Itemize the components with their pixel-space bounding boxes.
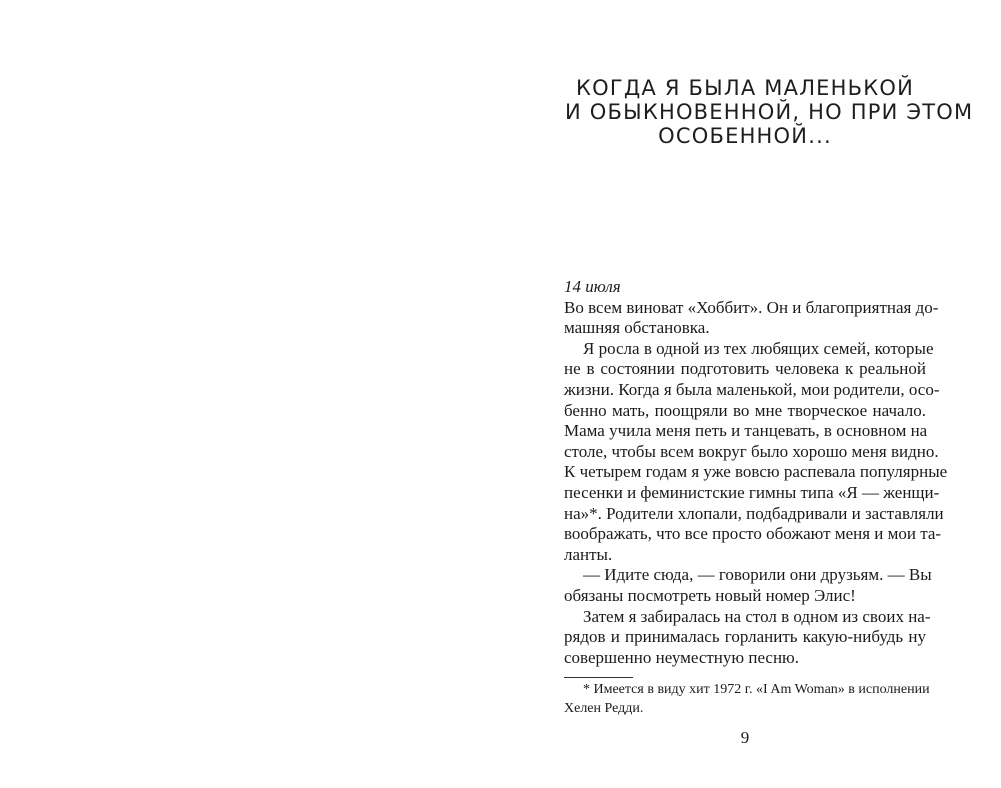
chapter-title: [565, 76, 974, 148]
footnote-line: Хелен Редди.: [564, 701, 644, 716]
text-line: на»*. Родители хлопали, подбадривали и заставляли: [564, 503, 944, 523]
text-line: машняя обстановка.: [564, 318, 710, 338]
text-line: не в состоянии подготовить человека к реальной: [564, 359, 926, 379]
entry-date: 14 июля: [564, 277, 621, 296]
text-line: совершенно неуместную песню.: [564, 647, 800, 667]
text-line: песенки и феминистские гимны типа «Я — женщи-: [564, 482, 940, 502]
footnote-divider: [564, 677, 633, 678]
chapter-title-line: КОГДА Я БЫЛА МАЛЕНЬКОЙ: [575, 76, 915, 100]
page-number: 9: [740, 728, 750, 747]
text-line: К четырем годам я уже вовсю распевала популярные: [564, 462, 948, 482]
text-line: Я росла в одной из тех любящих семей, которые: [583, 338, 934, 358]
text-line: Во всем виноват «Хоббит». Он и благоприятная до-: [564, 297, 939, 317]
text-line: обязаны посмотреть новый номер Элис!: [564, 585, 856, 605]
text-line: ланты.: [564, 544, 613, 564]
left-page-blank: [0, 0, 500, 788]
chapter-body: [564, 277, 948, 668]
chapter-title-line: И ОБЫКНОВЕННОЙ, НО ПРИ ЭТОМ: [565, 100, 974, 124]
text-line: жизни. Когда я была маленькой, мои родители, осо-: [564, 379, 940, 399]
text-line: столе, чтобы всем вокруг было хорошо меня видно.: [564, 441, 939, 461]
text-line: Затем я забиралась на стол в одном из своих на-: [583, 606, 931, 626]
text-line: — Идите сюда, — говорили они друзьям. — Вы: [583, 565, 932, 585]
text-line: бенно мать, поощряли во мне творческое начало.: [564, 400, 926, 420]
text-line: Мама учила меня петь и танцевать, в основном на: [564, 421, 928, 441]
text-line: воображать, что все просто обожают меня и мои та-: [564, 524, 942, 544]
chapter-title-line: ОСОБЕННОЙ...: [658, 124, 832, 148]
footnote: [564, 680, 930, 718]
footnote-line: * Имеется в виду хит 1972 г. «I Am Woman» в исполнении: [583, 682, 930, 697]
text-line: рядов и принималась горланить какую-нибудь ну: [564, 627, 926, 647]
